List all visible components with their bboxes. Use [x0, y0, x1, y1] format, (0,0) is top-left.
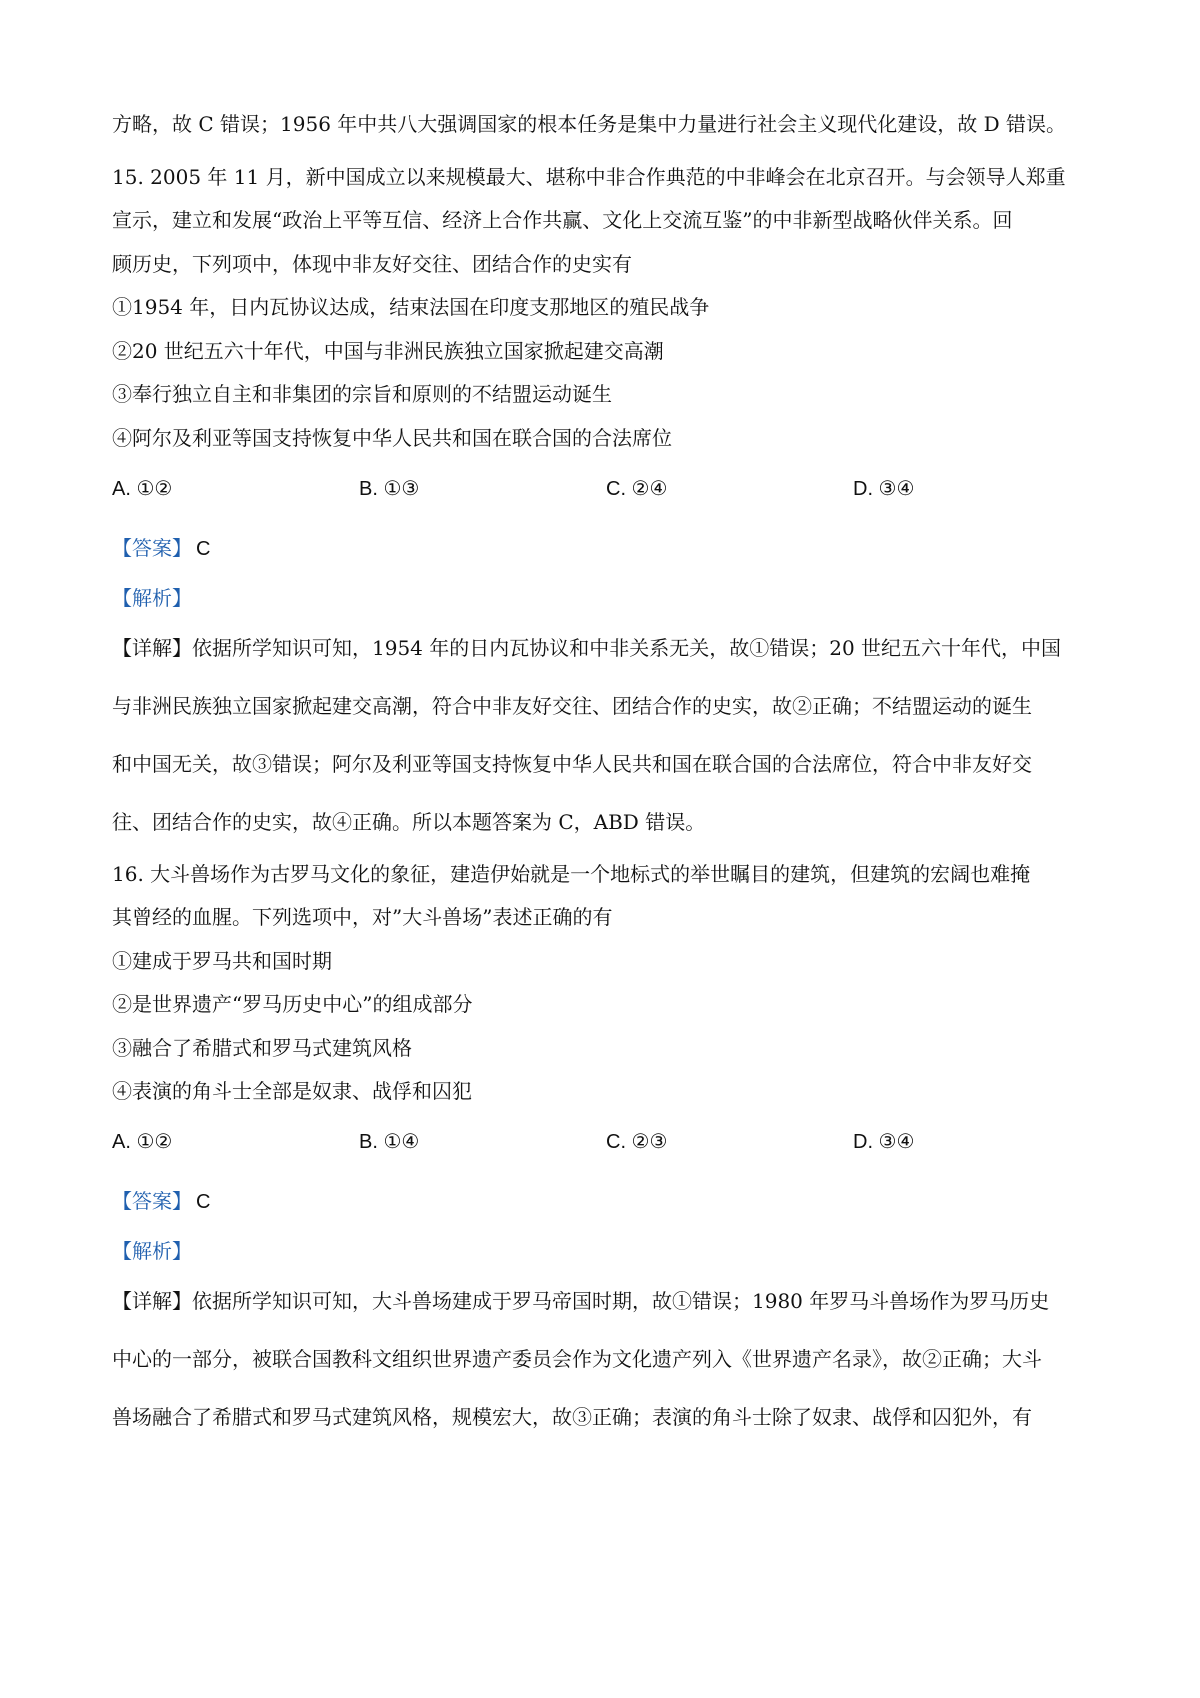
question-16-item-2: ②是世界遗产“罗马历史中心”的组成部分: [112, 992, 473, 1016]
question-16-detail: 中心的一部分，被联合国教科文组织世界遗产委员会作为文化遗产列入《世界遗产名录》，故②正确；大斗: [112, 1347, 1042, 1371]
analysis-tag: 【解析】: [112, 586, 192, 610]
analysis-tag: 【解析】: [112, 1239, 192, 1263]
question-15-answer: [112, 536, 1102, 561]
question-16-analysis-heading: [112, 1239, 1102, 1263]
option-b: B. ①④: [359, 1131, 420, 1153]
question-16-detail: [112, 1289, 1102, 1313]
question-15-detail: 和中国无关，故③错误；阿尔及利亚等国支持恢复中华人民共和国在联合国的合法席位，符合中非友好交: [112, 752, 1032, 776]
question-15-stem: 15. 2005 年 11 月，新中国成立以来规模最大、堪称中非合作典范的中非峰会在北京召开。与会领导人郑重: [112, 165, 1066, 189]
question-15-stem: 宣示，建立和发展“政治上平等互信、经济上合作共赢、文化上交流互鉴”的中非新型战略伙伴关系。回: [112, 208, 1013, 232]
question-15-item-1: ①1954 年，日内瓦协议达成，结束法国在印度支那地区的殖民战争: [112, 295, 710, 319]
answer-tag: 【答案】: [112, 536, 192, 560]
question-16-item-4: ④表演的角斗士全部是奴隶、战俘和囚犯: [112, 1079, 472, 1103]
question-16-stem: 其曾经的血腥。下列选项中，对”大斗兽场”表述正确的有: [112, 905, 613, 929]
option-c: C. ②③: [606, 1131, 668, 1153]
option-c: C. ②④: [606, 478, 668, 500]
question-16-item-3: ③融合了希腊式和罗马式建筑风格: [112, 1036, 412, 1060]
detail-tag: 【详解】: [112, 1289, 192, 1313]
detail-tag: 【详解】: [112, 636, 192, 660]
question-15-stem: 顾历史，下列项中，体现中非友好交往、团结合作的史实有: [112, 252, 632, 276]
question-15-item-3: ③奉行独立自主和非集团的宗旨和原则的不结盟运动诞生: [112, 382, 612, 406]
detail-text: 依据所学知识可知，1954 年的日内瓦协议和中非关系无关，故①错误；20 世纪五六十年代，中国: [192, 636, 1062, 660]
text-line: 方略，故 C 错误；1956 年中共八大强调国家的根本任务是集中力量进行社会主义现代化建设，故 D 错误。: [112, 112, 1067, 136]
question-15-analysis-heading: [112, 586, 1102, 610]
question-15-item-2: ②20 世纪五六十年代，中国与非洲民族独立国家掀起建交高潮: [112, 339, 664, 363]
question-15-options: [112, 477, 1102, 501]
answer-value: C: [196, 538, 211, 560]
question-15-detail: 与非洲民族独立国家掀起建交高潮，符合中非友好交往、团结合作的史实，故②正确；不结盟运动的诞生: [112, 694, 1032, 718]
question-15-detail: 往、团结合作的史实，故④正确。所以本题答案为 C，ABD 错误。: [112, 810, 706, 834]
option-b: B. ①③: [359, 478, 420, 500]
detail-text: 依据所学知识可知，大斗兽场建成于罗马帝国时期，故①错误；1980 年罗马斗兽场作为罗马历史: [192, 1289, 1050, 1313]
question-16-detail: 兽场融合了希腊式和罗马式建筑风格，规模宏大，故③正确；表演的角斗士除了奴隶、战俘和囚犯外，有: [112, 1405, 1032, 1429]
option-d: D. ③④: [853, 478, 915, 500]
question-16-answer: [112, 1189, 1102, 1214]
question-16-item-1: ①建成于罗马共和国时期: [112, 949, 332, 973]
answer-value: C: [196, 1191, 211, 1213]
option-d: D. ③④: [853, 1131, 915, 1153]
question-16-stem: 16. 大斗兽场作为古罗马文化的象征，建造伊始就是一个地标式的举世瞩目的建筑，但建筑的宏阔也难掩: [112, 862, 1031, 886]
question-16-options: [112, 1130, 1102, 1154]
option-a: A. ①②: [112, 478, 173, 500]
question-15-detail: [112, 636, 1102, 660]
answer-tag: 【答案】: [112, 1189, 192, 1213]
option-a: A. ①②: [112, 1131, 173, 1153]
question-15-item-4: ④阿尔及利亚等国支持恢复中华人民共和国在联合国的合法席位: [112, 426, 672, 450]
